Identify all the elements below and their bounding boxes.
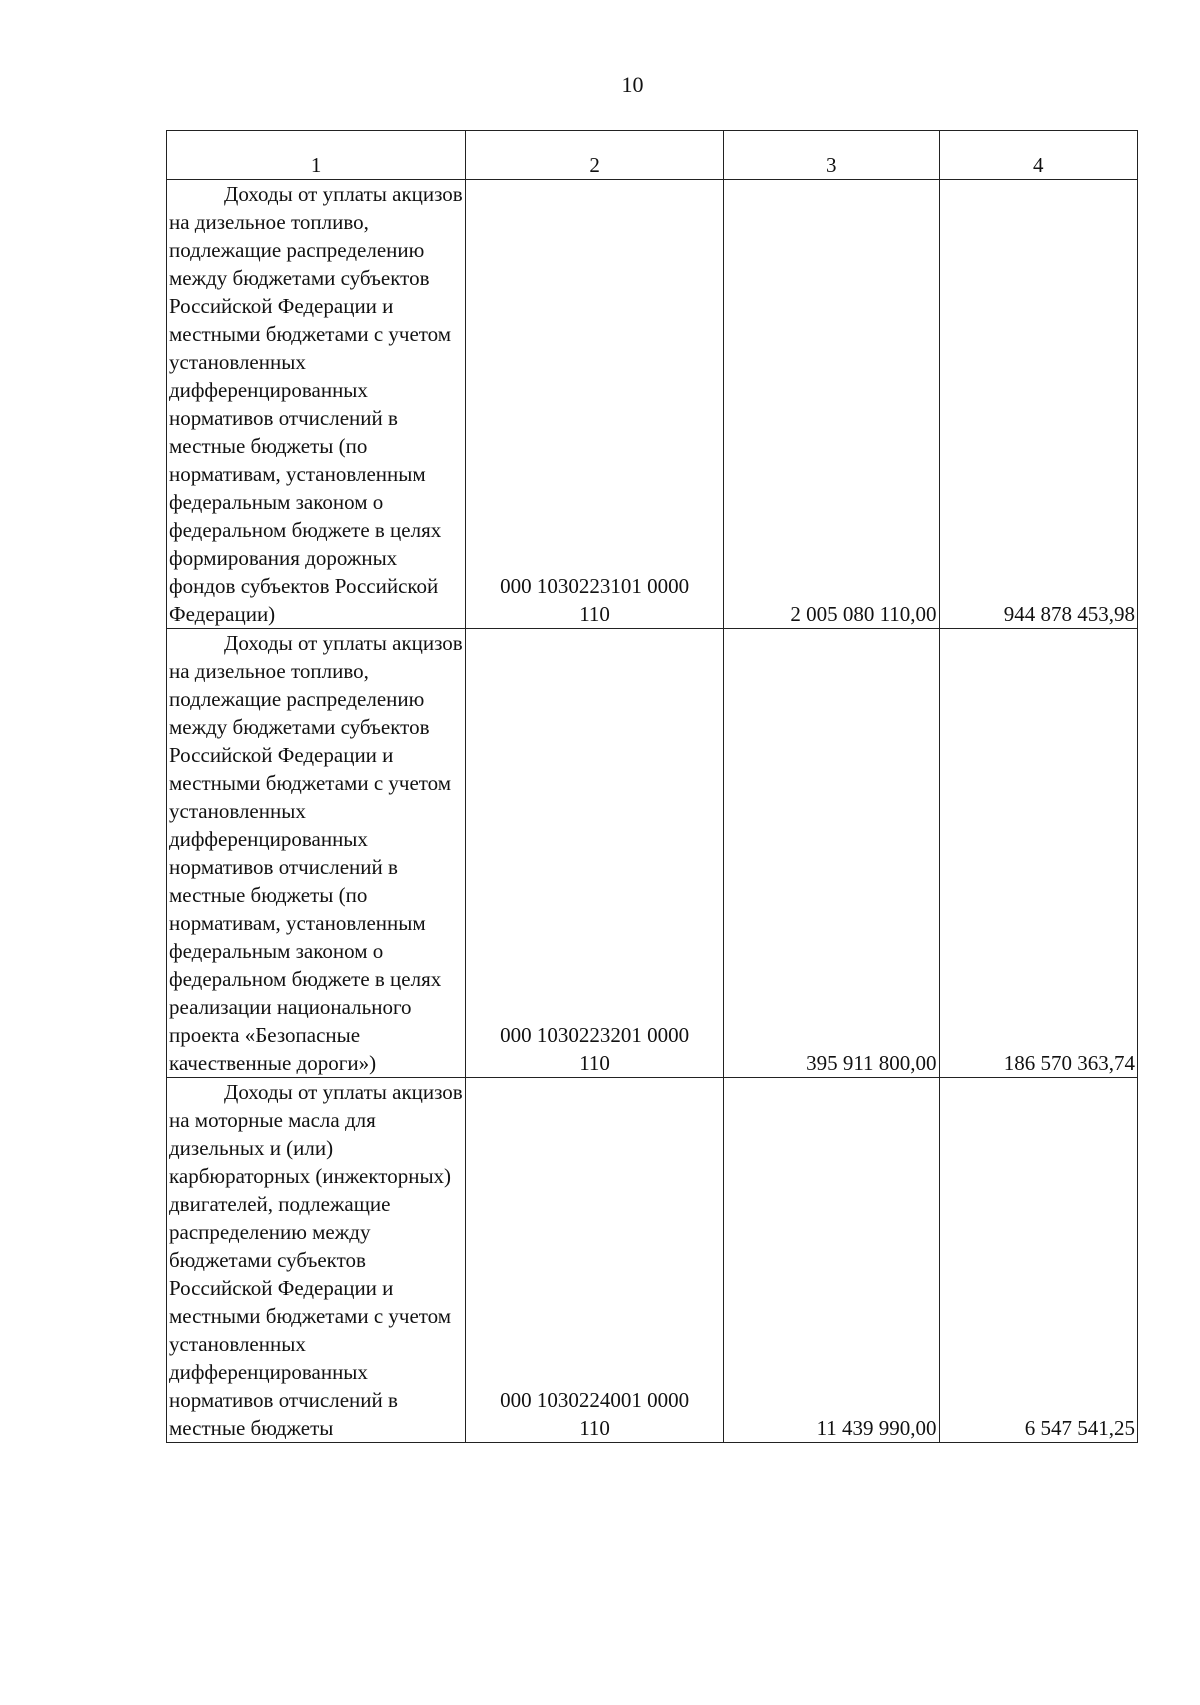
- budget-code-line: 000 1030224001 0000: [500, 1388, 690, 1412]
- revenue-name: Доходы от уплаты акцизов на моторные масла для дизельных и (или) карбюраторных (инжекторных) двигателей, подлежащие распределению между бюджетами субъектов Российской Федерации и местными бюджетами с учетом установленных дифференцированных нормативов отчислений в местные бюджеты: [169, 1080, 463, 1440]
- column-header-4: 4: [939, 131, 1137, 180]
- table-row: [167, 629, 1138, 1078]
- budget-code-line: 110: [579, 1051, 610, 1075]
- revenue-name: Доходы от уплаты акцизов на дизельное топливо, подлежащие распределению между бюджетами субъектов Российской Федерации и местными бюджетами с учетом установленных дифференцированных нормативов отчислений в местные бюджеты (по нормативам, установленным федеральным законом о федеральном бюджете в целях реализации национального проекта «Безопасные качественные дороги»): [169, 631, 463, 1075]
- revenue-table: [166, 130, 1138, 1443]
- table-header-row: [167, 131, 1138, 180]
- plan-amount: 395 911 800,00: [724, 629, 940, 1078]
- budget-code-cell: [466, 1078, 724, 1443]
- revenue-name: Доходы от уплаты акцизов на дизельное топливо, подлежащие распределению между бюджетами субъектов Российской Федерации и местными бюджетами с учетом установленных дифференцированных нормативов отчислений в местные бюджеты (по нормативам, установленным федеральным законом о федеральном бюджете в целях формирования дорожных фондов субъектов Российской Федерации): [169, 182, 463, 626]
- plan-amount: 2 005 080 110,00: [724, 180, 940, 629]
- page-number: 10: [621, 72, 644, 97]
- column-header-1: 1: [167, 131, 466, 180]
- executed-amount: 944 878 453,98: [939, 180, 1137, 629]
- budget-code-cell: [466, 629, 724, 1078]
- revenue-name-cell: [167, 180, 466, 629]
- executed-amount: 6 547 541,25: [939, 1078, 1137, 1443]
- plan-amount: 11 439 990,00: [724, 1078, 940, 1443]
- budget-code-line: 110: [579, 602, 610, 626]
- column-header-2: 2: [466, 131, 724, 180]
- budget-code-line: 110: [579, 1416, 610, 1440]
- executed-amount: 186 570 363,74: [939, 629, 1137, 1078]
- column-header-3: 3: [724, 131, 940, 180]
- revenue-name-cell: [167, 629, 466, 1078]
- budget-code-line: 000 1030223101 0000: [500, 574, 690, 598]
- revenue-name-cell: [167, 1078, 466, 1443]
- table-row: [167, 180, 1138, 629]
- budget-code-line: 000 1030223201 0000: [500, 1023, 690, 1047]
- budget-code-cell: [466, 180, 724, 629]
- table-row: [167, 1078, 1138, 1443]
